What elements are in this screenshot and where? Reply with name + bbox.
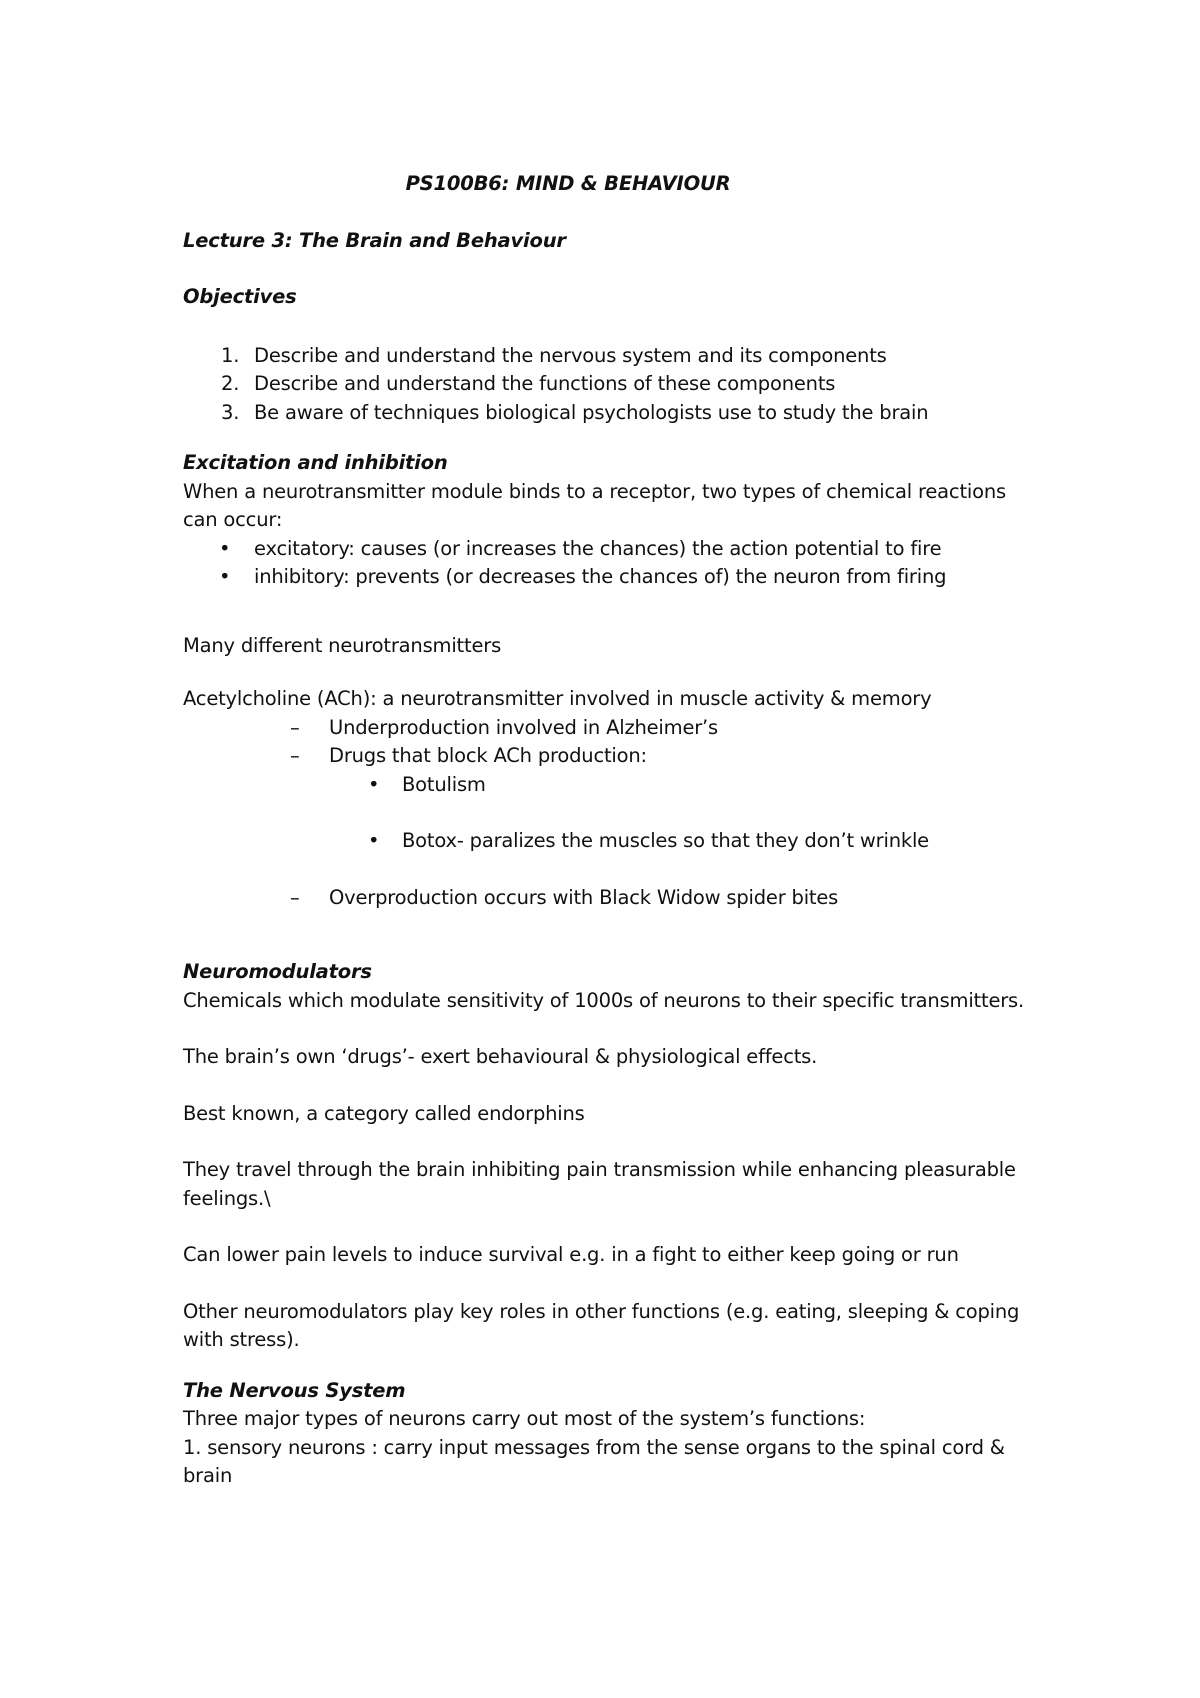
acetylcholine-list xyxy=(183,714,1033,771)
bullet-icon: • xyxy=(368,772,380,796)
paragraph: Best known, a category called endorphins xyxy=(183,1101,585,1125)
excitation-heading: Excitation and inhibition xyxy=(183,451,448,474)
acetylcholine-intro: Acetylcholine (ACh): a neurotransmitter involved in muscle activity & memory xyxy=(183,687,932,710)
list-item: – Underproduction involved in Alzheimer’s xyxy=(183,714,1033,743)
paragraph: They travel through the brain inhibiting pain transmission while enhancing pleasurable feelings.\ xyxy=(183,1158,1016,1210)
overproduction-list xyxy=(183,884,1033,913)
document-page xyxy=(183,170,1033,1491)
nervous-system-item: 1. sensory neurons : carry input messages from the sense organs to the spinal cord & brain xyxy=(183,1435,1005,1487)
list-item: • Botulism xyxy=(183,771,1033,800)
list-item: 2. Describe and understand the functions of these components xyxy=(221,372,836,395)
many-neurotransmitters: Many different neurotransmitters xyxy=(183,633,502,657)
neuromodulators-heading: Neuromodulators xyxy=(183,960,372,983)
list-item: – Drugs that block ACh production: xyxy=(183,742,1033,771)
bullet-icon: • xyxy=(219,565,231,588)
paragraph: Other neuromodulators play key roles in other functions (e.g. eating, sleeping & coping with stress). xyxy=(183,1299,1020,1351)
nervous-system-heading: The Nervous System xyxy=(183,1378,406,1402)
dash-icon: – xyxy=(290,744,300,767)
excitation-intro: When a neurotransmitter module binds to a receptor, two types of chemical reactions can occur: xyxy=(183,479,1006,531)
list-item: 1. Describe and understand the nervous system and its components xyxy=(221,343,887,367)
paragraph: Can lower pain levels to induce survival e.g. in a fight to either keep going or run xyxy=(183,1243,959,1266)
paragraph: Chemicals which modulate sensitivity of 1000s of neurons to their specific transmitters. xyxy=(183,988,1025,1012)
dash-icon: – xyxy=(290,885,300,909)
list-item: • excitatory: causes (or increases the chances) the action potential to fire xyxy=(183,535,1033,564)
objectives-list xyxy=(183,342,1033,428)
list-item: – Overproduction occurs with Black Widow spider bites xyxy=(183,884,1033,913)
lecture-heading: Lecture 3: The Brain and Behaviour xyxy=(183,228,566,252)
bullet-icon: • xyxy=(368,829,380,852)
list-item: • inhibitory: prevents (or decreases the chances of) the neuron from firing xyxy=(183,563,1033,592)
dash-icon: – xyxy=(290,715,300,739)
bullet-icon: • xyxy=(219,536,231,560)
drug-list xyxy=(183,771,1033,856)
excitation-list xyxy=(183,535,1033,592)
objectives-heading: Objectives xyxy=(183,285,297,308)
document-title: PS100B6: MIND & BEHAVIOUR xyxy=(405,172,731,195)
list-item: • Botox- paralizes the muscles so that they don’t wrinkle xyxy=(183,827,1033,856)
nervous-system-intro: Three major types of neurons carry out most of the system’s functions: xyxy=(183,1407,866,1430)
list-item: 3. Be aware of techniques biological psychologists use to study the brain xyxy=(221,400,929,424)
paragraph: The brain’s own ‘drugs’- exert behavioural & physiological effects. xyxy=(183,1045,818,1068)
